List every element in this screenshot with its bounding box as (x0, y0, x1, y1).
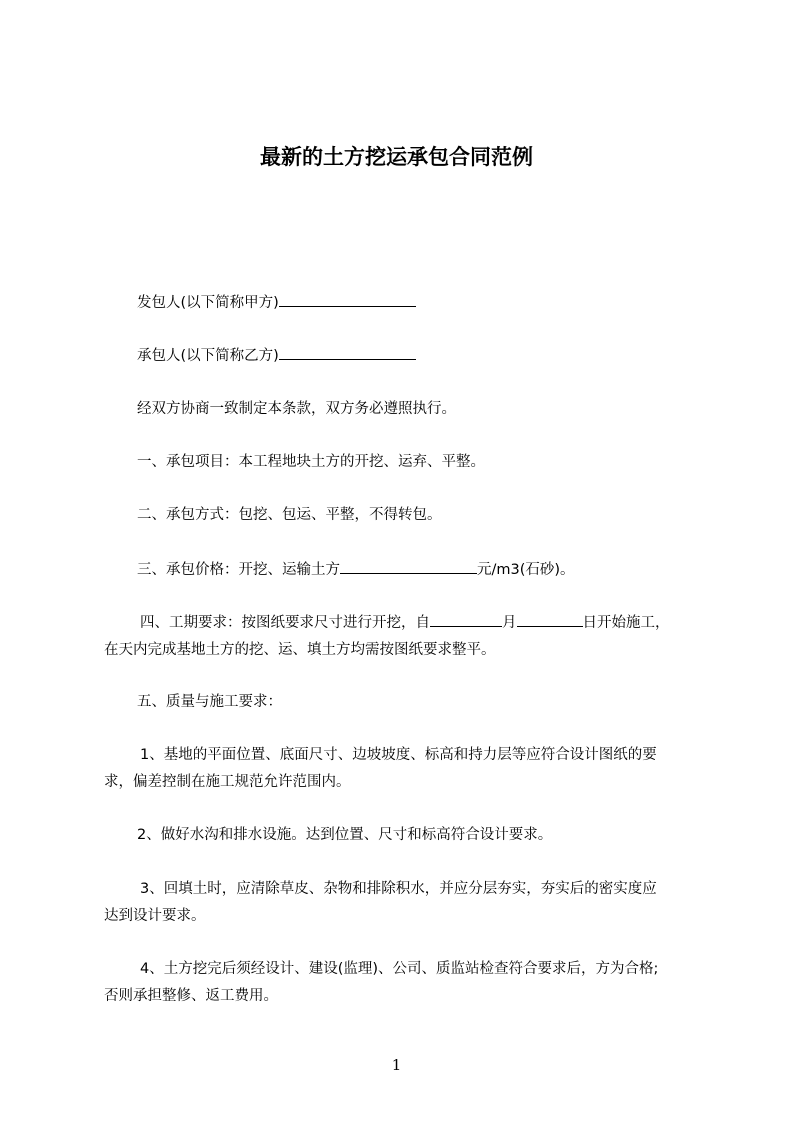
clause-3-suffix: 元/m3(石砂)。 (477, 562, 575, 578)
party-a-line (137, 292, 416, 313)
party-b-line (137, 345, 416, 366)
party-b-label: 承包人(以下简称乙方) (137, 348, 279, 364)
party-a-label: 发包人(以下简称甲方) (137, 295, 279, 311)
clause-3 (137, 559, 575, 580)
item-1-line-2: 求，偏差控制在施工规范允许范围内。 (104, 774, 351, 790)
party-a-blank (279, 292, 416, 307)
clause-1: 一、承包项目：本工程地块土方的开挖、运弃、平整。 (137, 454, 485, 470)
item-4 (104, 959, 714, 1006)
clause-4-line-2: 在天内完成基地土方的挖、运、填土方均需按图纸要求整平。 (104, 642, 496, 658)
item-3 (104, 879, 714, 926)
clause-4-line-1 (104, 612, 714, 633)
document-title: 最新的土方挖运承包合同范例 (260, 145, 533, 169)
page-number: 1 (391, 1056, 402, 1074)
item-3-line-2: 达到设计要求。 (104, 908, 206, 924)
intro-paragraph: 经双方协商一致制定本条款，双方务必遵照执行。 (137, 401, 456, 417)
clause-3-prefix: 三、承包价格：开挖、运输土方 (137, 562, 340, 578)
clause-4-month: 月 (502, 615, 517, 631)
party-b-blank (279, 345, 416, 360)
clause-4 (104, 612, 714, 660)
item-4-line-1: 4、土方挖完后须经设计、建设(监理)、公司、质监站检查符合要求后，方为合格; (140, 961, 659, 977)
clause-2: 二、承包方式：包挖、包运、平整，不得转包。 (137, 507, 442, 523)
start-day-blank (517, 612, 583, 627)
item-2: 2、做好水沟和排水设施。达到位置、尺寸和标高符合设计要求。 (137, 827, 553, 843)
clause-5: 五、质量与施工要求： (137, 694, 282, 710)
item-1-line-1: 1、基地的平面位置、底面尺寸、边坡坡度、标高和持力层等应符合设计图纸的要 (140, 747, 657, 763)
item-4-line-2: 否则承担整修、返工费用。 (104, 988, 278, 1004)
item-3-line-1: 3、回填土时，应清除草皮、杂物和排除积水，并应分层夯实，夯实后的密实度应 (140, 881, 657, 897)
price-blank (340, 559, 477, 574)
clause-4-suffix: 日开始施工， (582, 615, 670, 631)
item-1 (104, 745, 714, 792)
start-month-blank (430, 612, 502, 627)
clause-4-prefix: 四、工期要求：按图纸要求尺寸进行开挖，自 (140, 615, 430, 631)
